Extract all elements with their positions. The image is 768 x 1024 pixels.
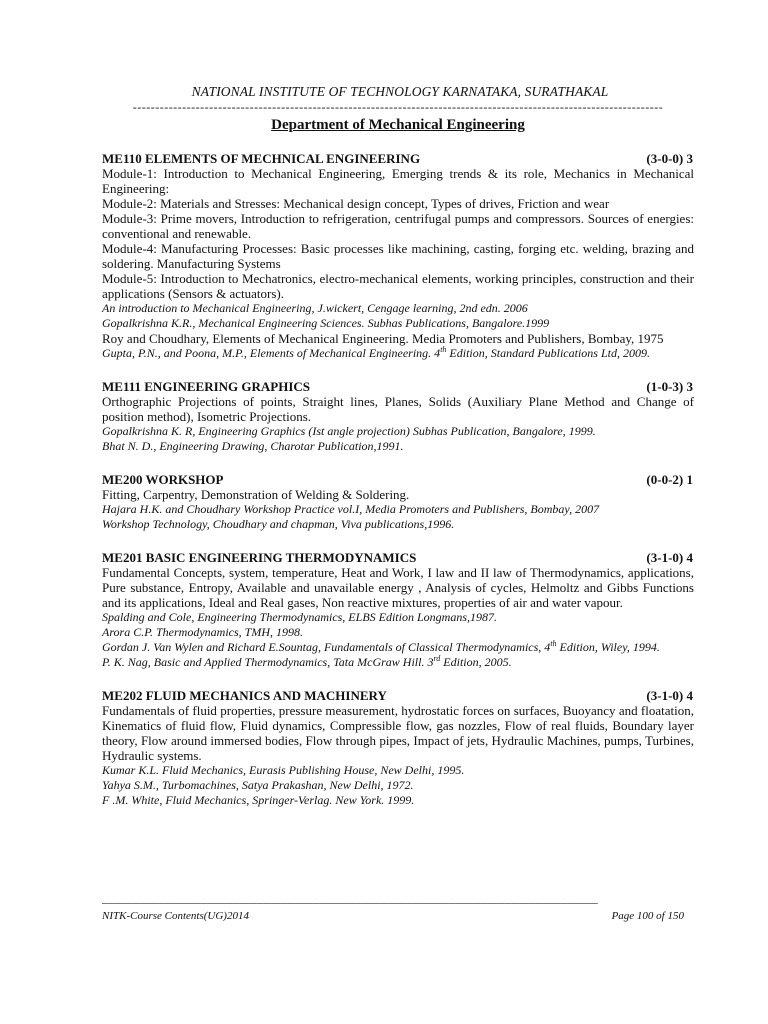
course-description: Fundamentals of fluid properties, pressure measurement, hydrostatic forces on surfaces, Buoyancy and floatation, Kinematics of fluid flow, Fluid dynamics, Compressible flow, gas nozzles, Flow of real fluids, Boundary layer theory, Flow around immersed bodies, Flow through pipes, Impact of jets, Hydraulic Machines, pumps, Turbines, Hydraulic systems. [102, 703, 694, 763]
reference: An introduction to Mechanical Engineering, J.wickert, Cengage learning, 2nd edn. 2006 [102, 301, 528, 315]
document-body [102, 84, 694, 826]
course-title: ME110 ELEMENTS OF MECHNICAL ENGINEERING [102, 151, 421, 166]
reference-part: Gupta, P.N., and Poona, M.P., Elements of Mechanical Engineering. 4 [102, 346, 441, 360]
course-heading [102, 379, 694, 394]
reference: Arora C.P. Thermodynamics, TMH, 1998. [102, 625, 304, 639]
reference: Gopalkrishna K.R., Mechanical Engineering Sciences. Subhas Publications, Bangalore.1999 [102, 316, 550, 330]
course-description: Orthographic Projections of points, Straight lines, Planes, Solids (Auxiliary Plane Method and Change of position method), Isometric Projections. [102, 394, 694, 424]
course-me202 [102, 688, 694, 808]
reference [102, 655, 694, 670]
reference [102, 640, 694, 655]
course-title: ME201 BASIC ENGINEERING THERMODYNAMICS [102, 550, 417, 565]
superscript: th [440, 345, 447, 354]
footer-divider: ________________________________________________________________________________ [102, 892, 598, 904]
reference-part: Edition, Standard Publications Ltd, 2009. [446, 346, 650, 360]
course-description: Fitting, Carpentry, Demonstration of Welding & Soldering. [102, 487, 410, 502]
reference-part: Gordan J. Van Wylen and Richard E.Sountag, Fundamentals of Classical Thermodynamics, 4 [102, 640, 551, 654]
course-title: ME200 WORKSHOP [102, 472, 224, 487]
module-line: Module-3: Prime movers, Introduction to refrigeration, centrifugal pumps and compressors. Sources of energies: conventional and renewable. [102, 211, 694, 241]
superscript: th [550, 639, 557, 648]
course-credits: (3-0-0) 3 [646, 151, 693, 166]
institute-header: NATIONAL INSTITUTE OF TECHNOLOGY KARNATAKA, SURATHAKAL [191, 84, 609, 99]
reference-part: P. K. Nag, Basic and Applied Thermodynamics, Tata McGraw Hill. 3 [102, 655, 434, 669]
reference: Kumar K.L. Fluid Mechanics, Eurasis Publishing House, New Delhi, 1995. [102, 763, 465, 777]
reference: F .M. White, Fluid Mechanics, Springer-Verlag. New York. 1999. [102, 793, 415, 807]
module-line: Module-4: Manufacturing Processes: Basic processes like machining, casting, forging etc. welding, brazing and soldering. Manufacturing Systems [102, 241, 694, 271]
department-title: Department of Mechanical Engineering [271, 117, 525, 133]
course-title: ME202 FLUID MECHANICS AND MACHINERY [102, 688, 387, 703]
course-credits: (0-0-2) 1 [646, 472, 693, 487]
reference-part: Edition, Wiley, 1994. [556, 640, 660, 654]
reference: Bhat N. D., Engineering Drawing, Charotar Publication,1991. [102, 439, 404, 453]
module-line: Module-1: Introduction to Mechanical Engineering, Emerging trends & its role, Mechanics in Mechanical Engineering: [102, 166, 694, 196]
header-divider: ---------------------------------------------------------------------------------------------------------------------- [132, 101, 664, 113]
course-heading [102, 550, 694, 565]
reference: Workshop Technology, Choudhary and chapman, Viva publications,1996. [102, 517, 455, 531]
reference [102, 346, 694, 361]
reference: Roy and Choudhary, Elements of Mechanical Engineering. Media Promoters and Publishers, Bombay, 1975 [102, 331, 664, 346]
course-credits: (3-1-0) 4 [646, 550, 693, 565]
course-heading [102, 688, 694, 703]
course-credits: (1-0-3) 3 [646, 379, 693, 394]
course-me201 [102, 550, 694, 670]
course-credits: (3-1-0) 4 [646, 688, 693, 703]
course-description: Fundamental Concepts, system, temperature, Heat and Work, I law and II law of Thermodynamics, applications, Pure substance, Entropy, Available and unavailable energy , Analysis of cycles, Helmoltz and Gibbs Functions and its applications, Ideal and Real gases, Non reactive mixtures, properties of air and water vapour. [102, 565, 694, 610]
module-line: Module-2: Materials and Stresses: Mechanical design concept, Types of drives, Friction and wear [102, 196, 610, 211]
reference: Hajara H.K. and Choudhary Workshop Practice vol.I, Media Promoters and Publishers, Bombay, 2007 [102, 502, 600, 516]
reference: Gopalkrishna K. R, Engineering Graphics (Ist angle projection) Subhas Publication, Bangalore, 1999. [102, 424, 596, 438]
page-number: Page 100 of 150 [611, 910, 684, 922]
reference-part: Edition, 2005. [440, 655, 512, 669]
course-me111 [102, 379, 694, 454]
page-footer [102, 910, 684, 922]
course-heading [102, 472, 694, 487]
superscript: rd [433, 654, 441, 663]
course-heading [102, 151, 694, 166]
module-line: Module-5: Introduction to Mechatronics, electro-mechanical elements, working principles, construction and their applications (Sensors & actuators). [102, 271, 694, 301]
course-title: ME111 ENGINEERING GRAPHICS [102, 379, 311, 394]
course-me110 [102, 151, 694, 361]
reference: Spalding and Cole, Engineering Thermodynamics, ELBS Edition Longmans,1987. [102, 610, 497, 624]
reference: Yahya S.M., Turbomachines, Satya Prakashan, New Delhi, 1972. [102, 778, 414, 792]
course-me200 [102, 472, 694, 532]
footer-document-name: NITK-Course Contents(UG)2014 [102, 910, 249, 922]
